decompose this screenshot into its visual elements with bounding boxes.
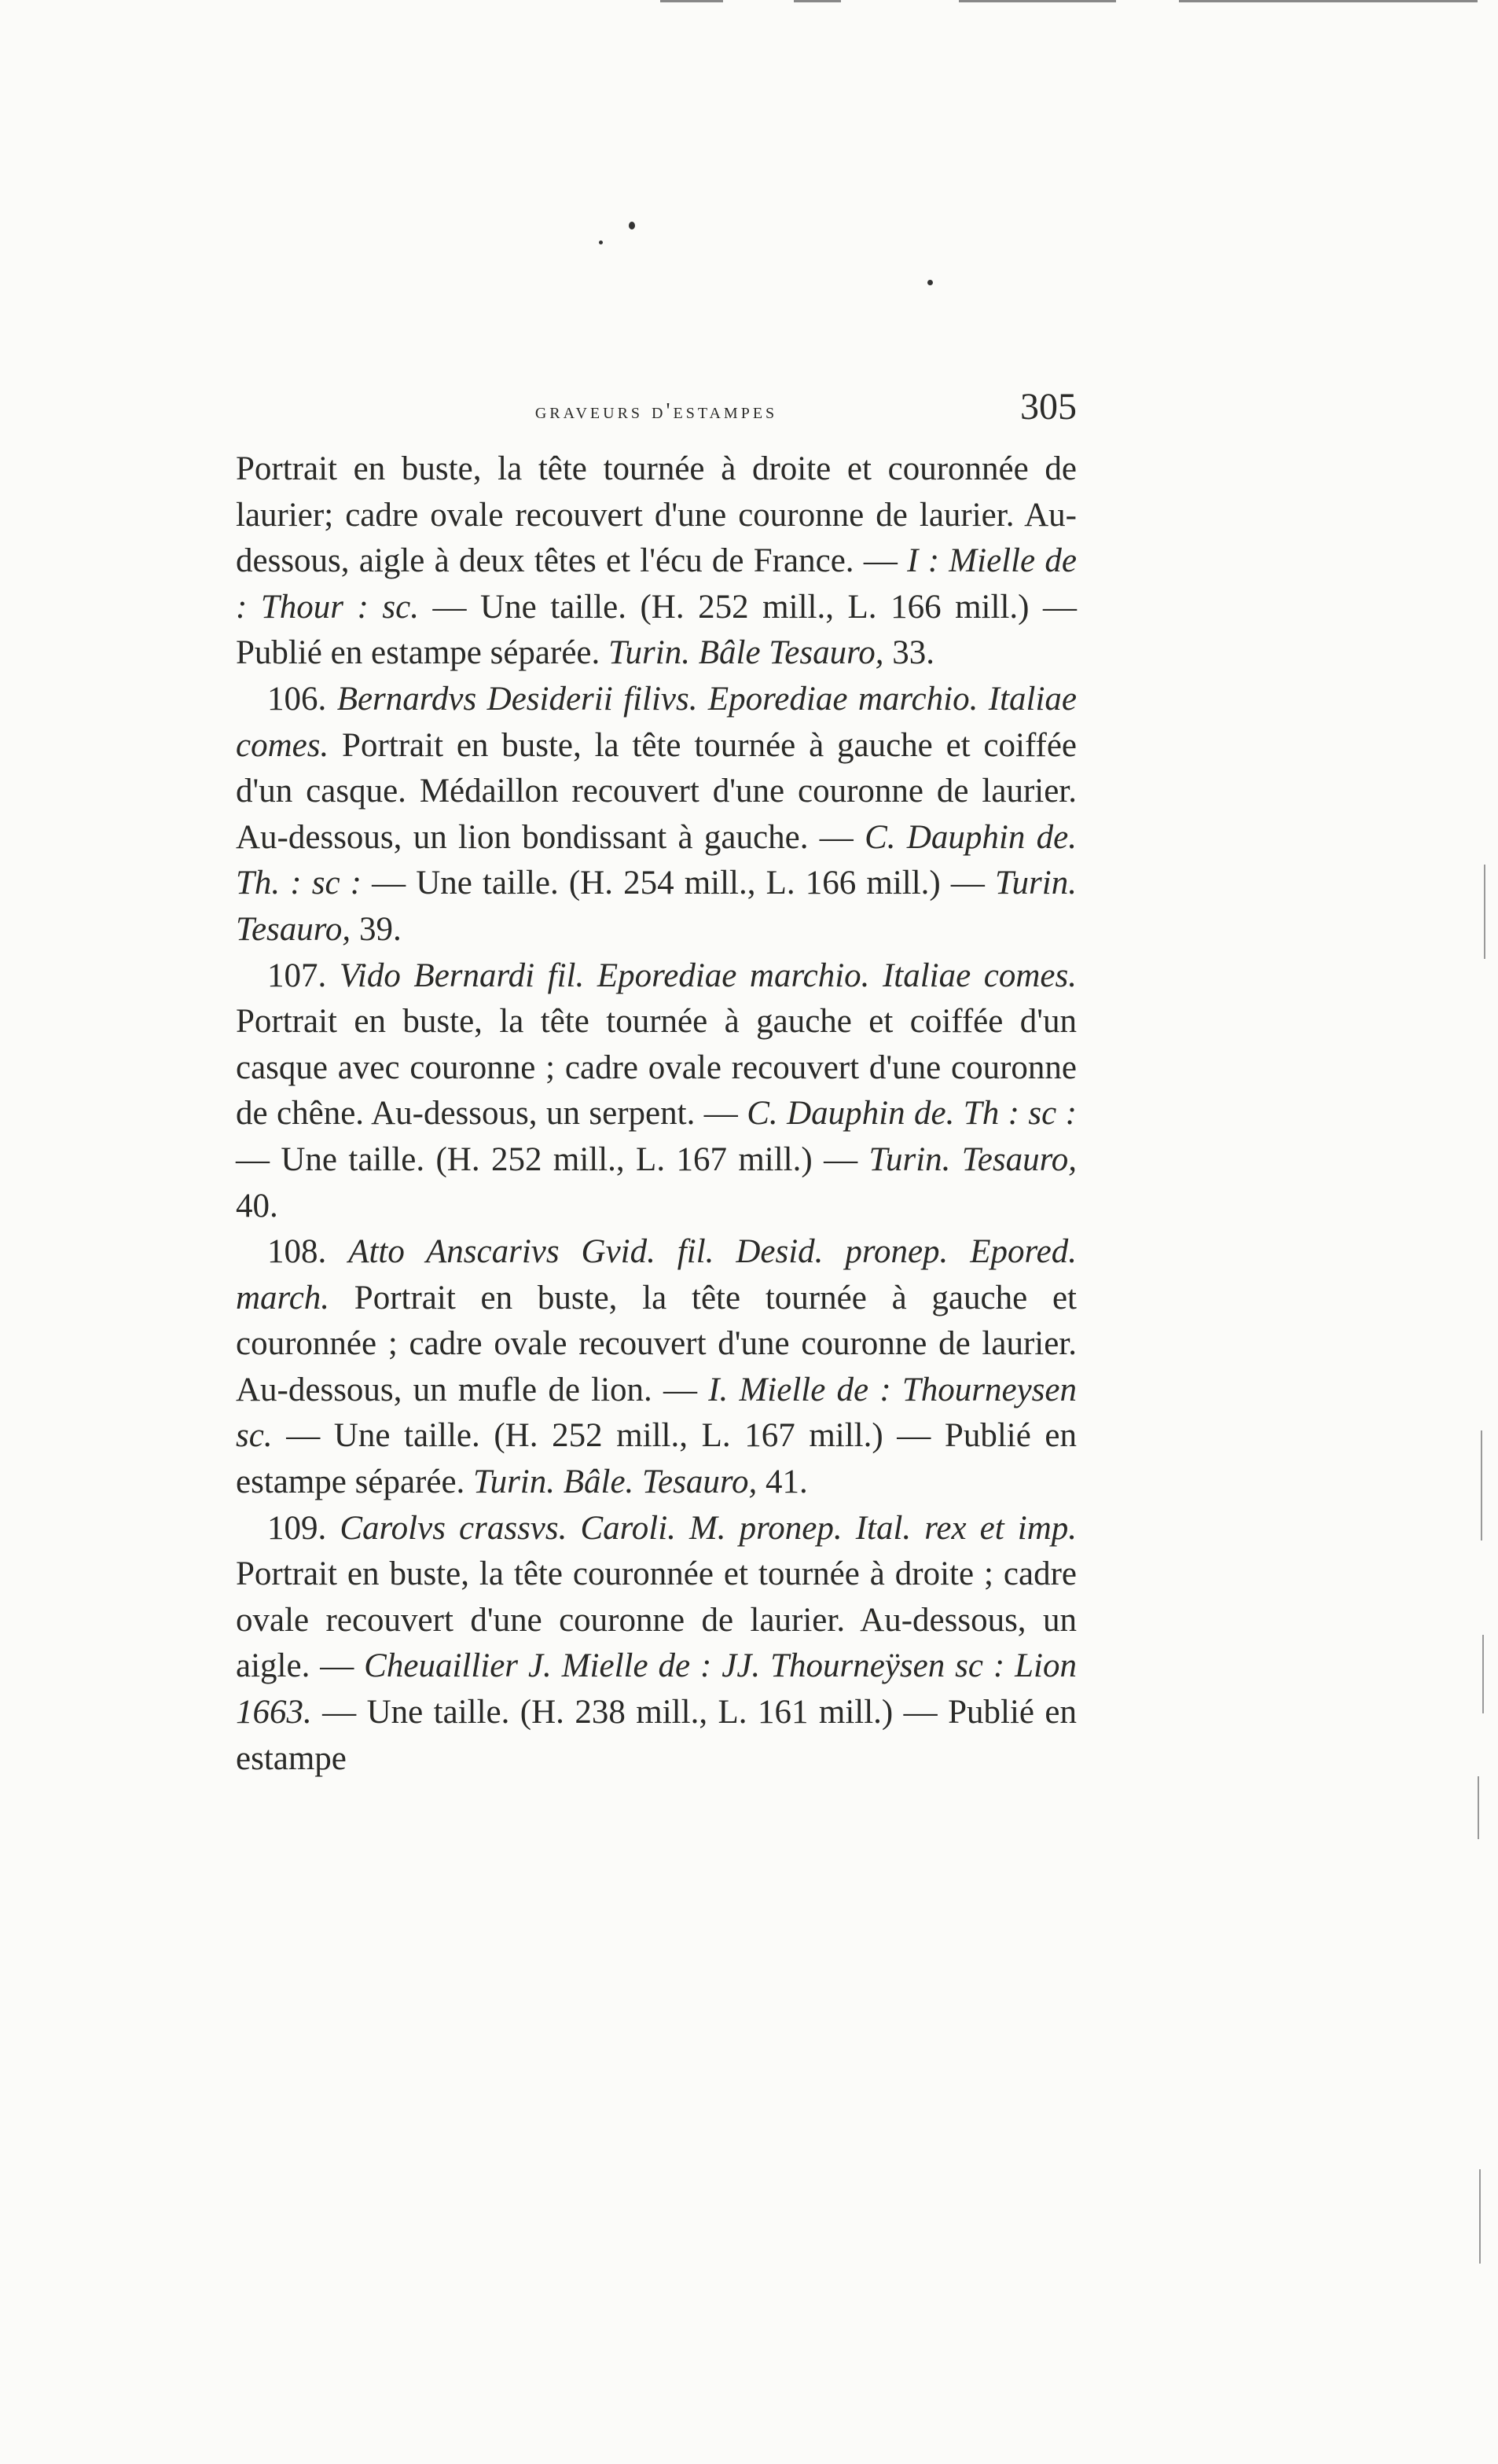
entry-title: Carolvs crassvs. Caroli. M. pronep. Ital. rex et imp.	[340, 1509, 1077, 1547]
description: — Une taille. (H. 252 mill., L. 166 mill.) — Publié en estampe séparée.	[236, 588, 1077, 672]
catalog-entry	[236, 953, 1077, 1230]
scan-edge-mark	[1478, 1776, 1479, 1839]
description: Portrait en buste, la tête tournée à gauche et couronnée ; cadre ovale recouvert d'une couronne de laurier. Au-dessous, un mufle de lion. —	[236, 1279, 1077, 1408]
references: Turin. Bâle Tesauro,	[608, 634, 884, 672]
entry-number: 109.	[267, 1509, 327, 1547]
page-header	[236, 377, 1077, 440]
engraver-signature: C. Dauphin de. Th. : sc :	[236, 818, 1077, 902]
description: — Une taille. (H. 254 mill., L. 166 mill.) —	[362, 865, 996, 902]
description: — Une taille. (H. 252 mill., L. 167 mill.) — Publié en estampe séparée.	[236, 1417, 1077, 1501]
references: Turin. Bâle. Tesauro,	[473, 1463, 758, 1501]
reference-number: 33.	[883, 634, 934, 672]
entry-number: 107.	[267, 957, 327, 994]
page-number: 305	[1020, 386, 1077, 428]
references: Turin. Tesauro,	[236, 865, 1077, 948]
scan-edge-line	[959, 0, 1116, 2]
scan-edge-mark	[1481, 1430, 1482, 1540]
engraver-signature: Cheuaillier J. Mielle de : JJ. Thourneÿsen sc : Lion 1663.	[236, 1647, 1077, 1731]
description: Portrait en buste, la tête tournée à gauche et coiffée d'un casque avec couronne ; cadre ovale recouvert d'une couronne de chêne. Au-dessous, un serpent. —	[236, 1003, 1077, 1133]
ink-speck	[599, 241, 603, 244]
entry-title: Vido Bernardi fil. Eporediae marchio. Italiae comes.	[339, 957, 1078, 994]
reference-number: 39.	[351, 910, 402, 948]
engraver-signature: I : Mielle de : Thour : sc.	[236, 542, 1078, 626]
scan-edge-line	[1179, 0, 1478, 2]
description: — Une taille. (H. 238 mill., L. 161 mill.) — Publié en estampe	[236, 1694, 1077, 1777]
entry-number: 108.	[267, 1233, 327, 1271]
description: Portrait en buste, la tête tournée à droite et couronnée de laurier; cadre ovale recouvert d'une couronne de laurier. Au-dessous, aigle à deux têtes et l'écu de France. —	[236, 450, 1077, 580]
engraver-signature: I. Mielle de : Thourneysen sc.	[236, 1371, 1077, 1455]
ink-speck	[629, 222, 635, 230]
scan-edge-mark	[1482, 1635, 1484, 1713]
entry-title: Bernardvs Desiderii filivs. Eporediae marchio. Italiae comes.	[236, 680, 1077, 764]
scan-edge-mark	[1479, 2169, 1481, 2264]
running-head: graveurs d'estampes	[534, 399, 778, 424]
scan-edge-mark	[1484, 865, 1485, 959]
catalog-entry	[236, 1229, 1077, 1506]
entry-number: 106.	[267, 680, 327, 718]
reference-number: 41.	[757, 1463, 808, 1501]
scan-edge-line	[794, 0, 841, 2]
reference-number: 40.	[236, 1187, 278, 1225]
scan-edge-line	[660, 0, 723, 2]
description: — Une taille. (H. 252 mill., L. 167 mill.) —	[236, 1140, 869, 1178]
description: Portrait en buste, la tête tournée à gauche et coiffée d'un casque. Médaillon recouvert d'une couronne de laurier. Au-dessous, un lion bondissant à gauche. —	[236, 726, 1077, 856]
ink-speck	[927, 280, 933, 285]
entry-title: Atto Anscarivs Gvid. fil. Desid. pronep. Epored. march.	[236, 1233, 1077, 1316]
references: Turin. Tesauro,	[868, 1140, 1077, 1178]
description: Portrait en buste, la tête couronnée et tournée à droite ; cadre ovale recouvert d'une couronne de laurier. Au-dessous, un aigle. —	[236, 1555, 1077, 1685]
body-text	[236, 446, 1077, 1782]
catalog-entry	[236, 677, 1077, 953]
continuation-paragraph	[236, 446, 1077, 677]
catalog-entry	[236, 1506, 1077, 1783]
engraver-signature: C. Dauphin de. Th : sc :	[747, 1095, 1077, 1133]
